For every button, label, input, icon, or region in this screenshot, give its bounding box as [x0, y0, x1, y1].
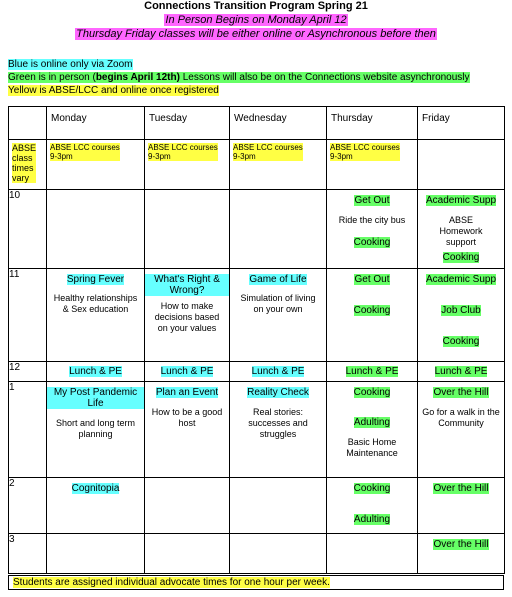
- cell-2-tuesday: [145, 478, 230, 534]
- row-12: [9, 362, 505, 382]
- cell-11-monday: [47, 269, 145, 362]
- cell-12-monday: Lunch & PE: [47, 362, 145, 382]
- abse-row: [9, 140, 505, 190]
- header-thursday: Thursday: [327, 107, 418, 140]
- cell-1-thursday: [327, 382, 418, 478]
- activity-desc: Healthy relationships & Sex education: [53, 293, 138, 314]
- header-friday: Friday: [418, 107, 505, 140]
- cell-12-thursday: Lunch & PE: [327, 362, 418, 382]
- cell-1-wednesday: [230, 382, 327, 478]
- cell-3-thursday: [327, 534, 418, 574]
- page-title: Connections Transition Program Spring 21: [144, 0, 368, 12]
- activity-label: Adulting: [353, 417, 391, 428]
- activity-desc: How to be a good host: [151, 407, 223, 428]
- cell-3-tuesday: [145, 534, 230, 574]
- row-label-10: 10: [9, 190, 47, 269]
- cell-11-friday: [418, 269, 505, 362]
- abse-monday: ABSE LCC courses 9-3pm: [47, 140, 145, 190]
- activity-label: Game of Life: [249, 274, 307, 285]
- row-1: [9, 382, 505, 478]
- activity-label: My Post Pandemic Life: [47, 387, 144, 409]
- cell-12-friday: Lunch & PE: [418, 362, 505, 382]
- activity-label: Cooking: [353, 387, 391, 398]
- cell-3-monday: [47, 534, 145, 574]
- cell-10-monday: [47, 190, 145, 269]
- cell-2-monday: [47, 478, 145, 534]
- activity-label: Cooking: [442, 336, 480, 347]
- legend-green: Green is in person (begins April 12th) Lessons will also be on the Connections website asynchronously: [8, 72, 470, 83]
- activity-desc: How to make decisions based on your values: [154, 301, 220, 333]
- header-monday: Monday: [47, 107, 145, 140]
- activity-label: Academic Supp: [425, 274, 497, 285]
- cell-10-tuesday: [145, 190, 230, 269]
- activity-desc: Go for a walk in the Community: [422, 407, 500, 428]
- cell-10-thursday: [327, 190, 418, 269]
- cell-1-monday: [47, 382, 145, 478]
- activity-desc: Ride the city bus: [338, 215, 406, 225]
- activity-desc: Basic Home Maintenance: [346, 437, 398, 458]
- activity-label: Cooking: [353, 237, 391, 248]
- cell-1-tuesday: [145, 382, 230, 478]
- cell-11-wednesday: [230, 269, 327, 362]
- activity-label: Over the Hill: [433, 539, 489, 550]
- activity-desc: Simulation of living on your own: [240, 293, 316, 314]
- activity-desc: ABSE Homework support: [439, 215, 483, 247]
- activity-desc: Short and long term planning: [55, 418, 136, 439]
- header-empty: [9, 107, 47, 140]
- row-10: [9, 190, 505, 269]
- cell-12-tuesday: Lunch & PE: [145, 362, 230, 382]
- cell-10-friday: [418, 190, 505, 269]
- cell-11-thursday: [327, 269, 418, 362]
- activity-label: Plan an Event: [155, 387, 219, 398]
- abse-friday: [418, 140, 505, 190]
- row-label-2: 2: [9, 478, 47, 534]
- activity-label: Over the Hill: [433, 483, 489, 494]
- activity-label: Over the Hill: [433, 387, 489, 398]
- activity-label: Get Out: [354, 195, 390, 206]
- cell-1-friday: [418, 382, 505, 478]
- row-label-3: 3: [9, 534, 47, 574]
- activity-label: Academic Supp: [425, 195, 497, 206]
- activity-label: Cooking: [353, 305, 391, 316]
- legend-yellow: Yellow is ABSE/LCC and online once registered: [8, 85, 219, 96]
- activity-label: What's Right & Wrong?: [145, 274, 229, 296]
- activity-label: Adulting: [353, 514, 391, 525]
- subtitle-thursday-friday: Thursday Friday classes will be either online or Asynchronous before then: [76, 28, 436, 40]
- header-row: [9, 107, 505, 140]
- cell-3-wednesday: [230, 534, 327, 574]
- cell-11-tuesday: [145, 269, 230, 362]
- row-label-1: 1: [9, 382, 47, 478]
- abse-thursday: ABSE LCC courses 9-3pm: [327, 140, 418, 190]
- abse-row-label: ABSE class times vary: [9, 140, 47, 190]
- schedule-table: [8, 106, 505, 574]
- legend-blue: Blue is online only via Zoom: [8, 59, 133, 70]
- abse-tuesday: ABSE LCC courses 9-3pm: [145, 140, 230, 190]
- activity-label: Reality Check: [247, 387, 309, 398]
- activity-label: Cooking: [353, 483, 391, 494]
- activity-label: Get Out: [354, 274, 390, 285]
- header-wednesday: Wednesday: [230, 107, 327, 140]
- row-3: [9, 534, 505, 574]
- activity-label: Cognitopia: [71, 483, 120, 494]
- advocate-note: Students are assigned individual advocate times for one hour per week.: [8, 575, 504, 590]
- cell-12-wednesday: Lunch & PE: [230, 362, 327, 382]
- cell-3-friday: [418, 534, 505, 574]
- cell-2-thursday: [327, 478, 418, 534]
- activity-label: Cooking: [442, 252, 480, 263]
- cell-10-wednesday: [230, 190, 327, 269]
- cell-2-friday: [418, 478, 505, 534]
- abse-wednesday: ABSE LCC courses 9-3pm: [230, 140, 327, 190]
- activity-label: Job Club: [441, 305, 481, 316]
- row-11: [9, 269, 505, 362]
- subtitle-in-person: In Person Begins on Monday April 12: [165, 14, 347, 26]
- row-label-11: 11: [9, 269, 47, 362]
- row-2: [9, 478, 505, 534]
- cell-2-wednesday: [230, 478, 327, 534]
- header-tuesday: Tuesday: [145, 107, 230, 140]
- row-label-12: 12: [9, 362, 47, 382]
- activity-desc: Real stories: successes and struggles: [248, 407, 308, 439]
- activity-label: Spring Fever: [66, 274, 125, 285]
